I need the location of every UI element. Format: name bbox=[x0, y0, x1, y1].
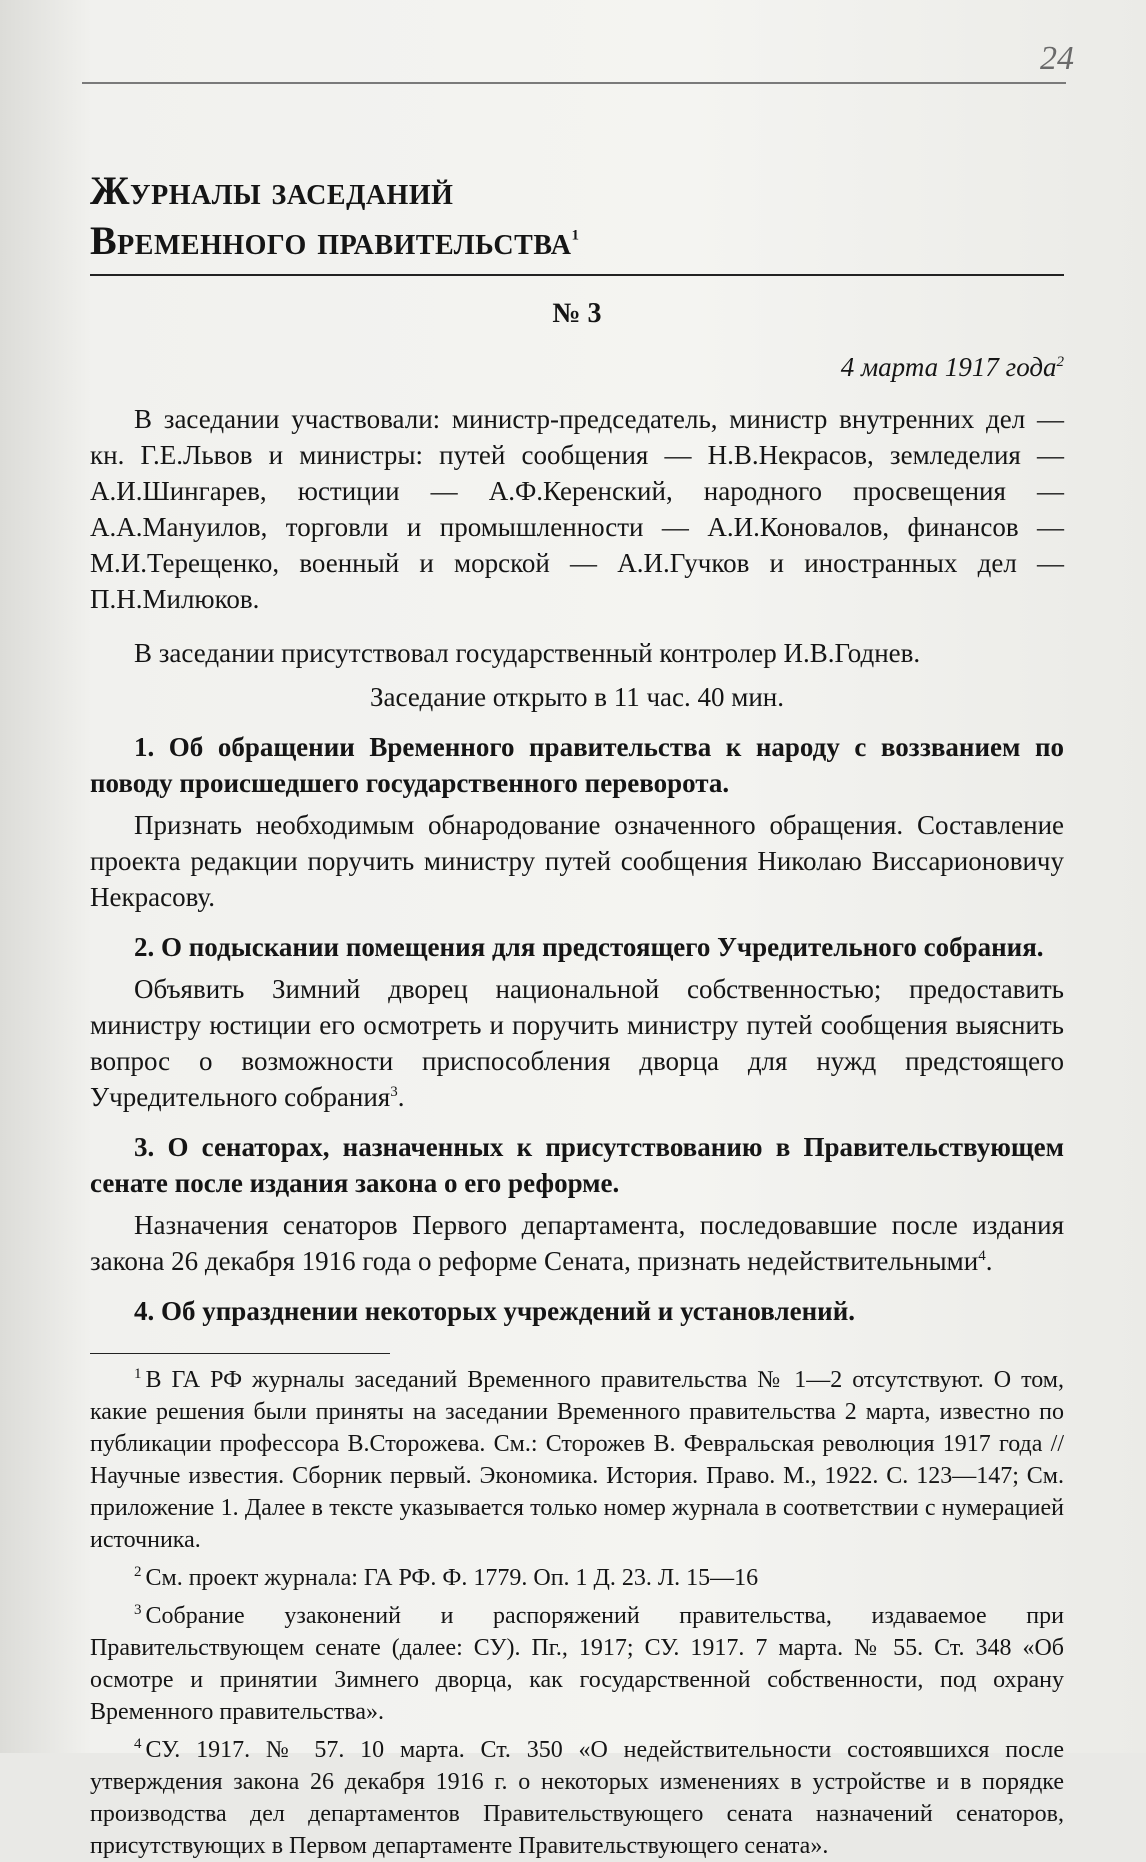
item-2-footnote-mark: 3 bbox=[390, 1084, 398, 1100]
item-2-body: Объявить Зимний дворец национальной собственностью; предоставить министру юстиции его осмотреть и поручить министру путей сообщения выяснить вопрос о возможности приспособления дворца для нужд предстоящего Учредительного собрания bbox=[90, 974, 1064, 1112]
header-rule bbox=[82, 82, 1066, 84]
footnote-rule bbox=[90, 1353, 390, 1354]
footnote-1 bbox=[90, 1364, 1064, 1556]
journal-title-line1: Журналы заседаний bbox=[90, 168, 454, 213]
item-3-body: Назначения сенаторов Первого департамента, последовавшие после издания закона 26 декабря 1916 года о реформе Сената, признать недействительными bbox=[90, 1210, 1064, 1276]
footnote-4 bbox=[90, 1734, 1064, 1862]
item-2-heading: 2. О подыскании помещения для предстоящего Учредительного собрания. bbox=[134, 932, 1044, 962]
footnote-3-mark: 3 bbox=[134, 1602, 142, 1618]
footnote-2 bbox=[90, 1562, 1064, 1594]
page-number: 24 bbox=[1040, 40, 1074, 77]
footnote-1-text: В ГА РФ журналы заседаний Временного правительства № 1—2 отсутствуют. О том, какие решения были приняты на заседании Временного правительства 2 марта, известно по публикации профессора В.Сторожева. См.: Сторожев В. Февральская революция 1917 года // Научные известия. Сборник первый. Экономика. История. Право. М., 1922. С. 123—147; См. приложение 1. Далее в тексте указывается только номер журнала в соответствии с нумерацией источника. bbox=[90, 1367, 1064, 1553]
controller-paragraph: В заседании присутствовал государственный контролер И.В.Годнев. bbox=[134, 638, 921, 668]
item-1-text: Признать необходимым обнародование означенного обращения. Составление проекта редакции поручить министру путей сообщения Николаю Виссарионовичу Некрасову. bbox=[90, 810, 1064, 912]
item-3-text: Назначения сенаторов Первого департамента, последовавшие после издания закона 26 декабря 1916 года о реформе Сената, признать недействительными$^4$. bbox=[90, 1210, 1064, 1276]
text-column bbox=[90, 100, 1064, 1862]
footnote-4-mark: 4 bbox=[134, 1736, 142, 1752]
footnote-3-text: Собрание узаконений и распоряжений правительства, издаваемое при Правительствующем сенате (далее: СУ). Пг., 1917; СУ. 1917. 7 марта. № 55. Ст. 348 «Об осмотре и принятии Зимнего дворца, как государственной собственности, под охрану Временного правительства». bbox=[90, 1603, 1064, 1725]
footnote-2-text: См. проект журнала: ГА РФ. Ф. 1779. Оп. 1 Д. 23. Л. 15—16 bbox=[145, 1565, 759, 1591]
item-1-heading: 1. Об обращении Временного правительства к народу с воззванием по поводу происшедшего государственного переворота. bbox=[90, 732, 1064, 798]
footnote-4-text: СУ. 1917. № 57. 10 марта. Ст. 350 «О недействительности состоявшихся после утверждения закона 26 декабря 1916 г. о некоторых изменениях в устройстве и в порядке производства дел департаментов Правительствующего сената назначений сенаторов, присутствующих в Первом департаменте Правительствующего сената». bbox=[90, 1737, 1064, 1859]
footnote-3 bbox=[90, 1600, 1064, 1728]
item-2-text: Объявить Зимний дворец национальной собственностью; предоставить министру юстиции его осмотреть и поручить министру путей сообщения выяснить вопрос о возможности приспособления дворца для нужд предстоящего Учредительного собрания$^3$. bbox=[90, 974, 1064, 1112]
date-footnote-mark: 2 bbox=[1056, 354, 1064, 370]
footnote-2-mark: 2 bbox=[134, 1564, 142, 1580]
meeting-date-text: 4 марта 1917 года bbox=[840, 352, 1057, 382]
journal-title bbox=[90, 166, 1064, 266]
title-rule bbox=[90, 274, 1064, 276]
journal-title-line2: Временного правительства bbox=[90, 218, 572, 263]
item-4-heading: 4. Об упразднении некоторых учреждений и установлений. bbox=[134, 1296, 856, 1326]
item-3-footnote-mark: 4 bbox=[978, 1248, 986, 1264]
issue-number: № 3 bbox=[552, 298, 602, 329]
meeting-opened: Заседание открыто в 11 час. 40 мин. bbox=[370, 682, 784, 712]
meeting-date bbox=[90, 352, 1064, 383]
participants-paragraph: В заседании участвовали: министр-председатель, министр внутренних дел — кн. Г.Е.Львов и министры: путей сообщения — Н.В.Некрасов, земледелия — А.И.Шингарев, юстиции — А.Ф.Керенский, народного просвещения — А.А.Мануилов, торговли и промышленности — А.И.Коновалов, финансов — М.И.Терещенко, военный и морской — А.И.Гучков и иностранных дел — П.Н.Милюков. bbox=[90, 404, 1064, 614]
footnote-1-mark: 1 bbox=[134, 1366, 142, 1382]
item-3-heading: 3. О сенаторах, назначенных к присутствованию в Правительствующем сенате после издания закона о его реформе. bbox=[90, 1132, 1064, 1198]
title-footnote-mark: 1 bbox=[571, 227, 580, 244]
